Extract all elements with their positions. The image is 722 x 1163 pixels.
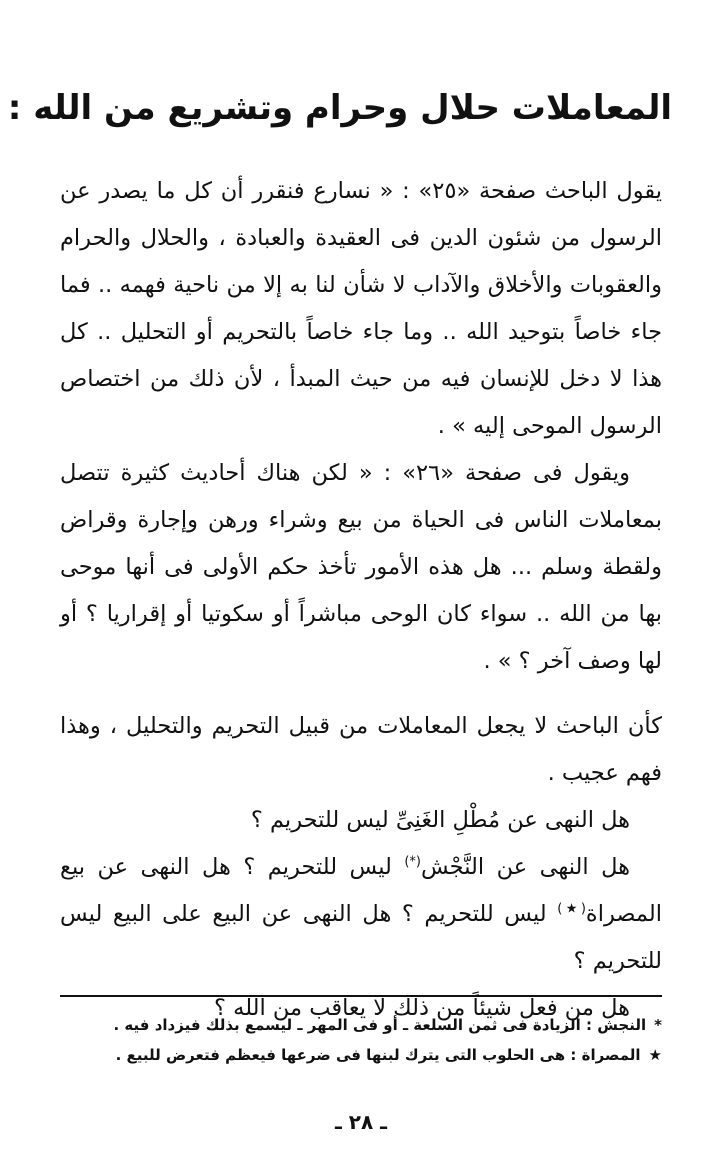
footnote-star-mark: * (654, 1016, 662, 1034)
footnote-najsh (60, 1010, 662, 1040)
paragraph-quote-page-26: ويقول فى صفحة «٢٦» : « لكن هناك أحاديث كثيرة تتصل بمعاملات الناس فى الحياة من بيع وشراء ورهن وإجارة وقراض ولقطة وسلم ... هل هذه الأمور تأخذ حكم الأولى فى أنها موحى بها من الله .. سواء كان الوحى مباشراً أو سكوتيا أو إقراريا ؟ أو لها وصف آخر ؟ » . (60, 460, 662, 674)
question-najsh-part-c: ليس للتحريم ؟ هل النهى عن البيع على البيع ليس للتحريم ؟ (60, 901, 662, 974)
body-text (60, 168, 662, 1032)
question-matl-al-ghani: هل النهى عن مُطْلِ الغَنِىِّ ليس للتحريم ؟ (250, 807, 630, 833)
footnote-divider (60, 995, 662, 997)
footnotes (60, 1010, 662, 1070)
paragraph-quote-page-25: يقول الباحث صفحة «٢٥» : « نسارع فنقرر أن كل ما يصدر عن الرسول من شئون الدين فى العقيدة والعبادة ، والحلال والحرام والعقوبات والأخلاق والآداب لا شأن لنا به إلا من ناحية فهمه .. فما جاء خاصاً بتوحيد الله .. وما جاء خاصاً بالتحريم أو التحليل .. كل هذا لا دخل للإنسان فيه من حيث المبدأ ، لأن ذلك من اختصاص الرسول الموحى إليه » . (60, 178, 662, 439)
question-punishment: هل من فعل شيئاً من ذلك لا يعاقب من الله ؟ (214, 995, 630, 1021)
footnote-ref-najsh[interactable]: (*) (404, 854, 421, 870)
section-heading: المعاملات حلال وحرام وتشريع من الله : (7, 88, 672, 128)
question-najsh-part-b: ليس للتحريم ؟ هل النهى عن بيع المصراة (60, 854, 662, 927)
page-number: ـ ٢٨ ـ (334, 1110, 388, 1134)
footnote-ref-musarrah[interactable]: (★) (557, 901, 586, 917)
footnote-musarrah (60, 1040, 662, 1070)
footnote-text: المصراة : هى الحلوب التى يترك لبنها فى ضرعها فيعظم فتعرض للبيع . (115, 1046, 641, 1064)
question-najsh-musarrah (60, 844, 662, 985)
footnote-text: النجش : الزيادة فى ثمن السلعة ـ أو فى المهر ـ ليسمع بذلك فيزداد فيه . (113, 1016, 647, 1034)
paragraph-commentary: كأن الباحث لا يجعل المعاملات من قبيل التحريم والتحليل ، وهذا فهم عجيب . (60, 713, 662, 786)
footnote-star-mark: ★ (648, 1046, 662, 1064)
question-najsh-part-a: هل النهى عن النَّجْش (421, 854, 630, 880)
